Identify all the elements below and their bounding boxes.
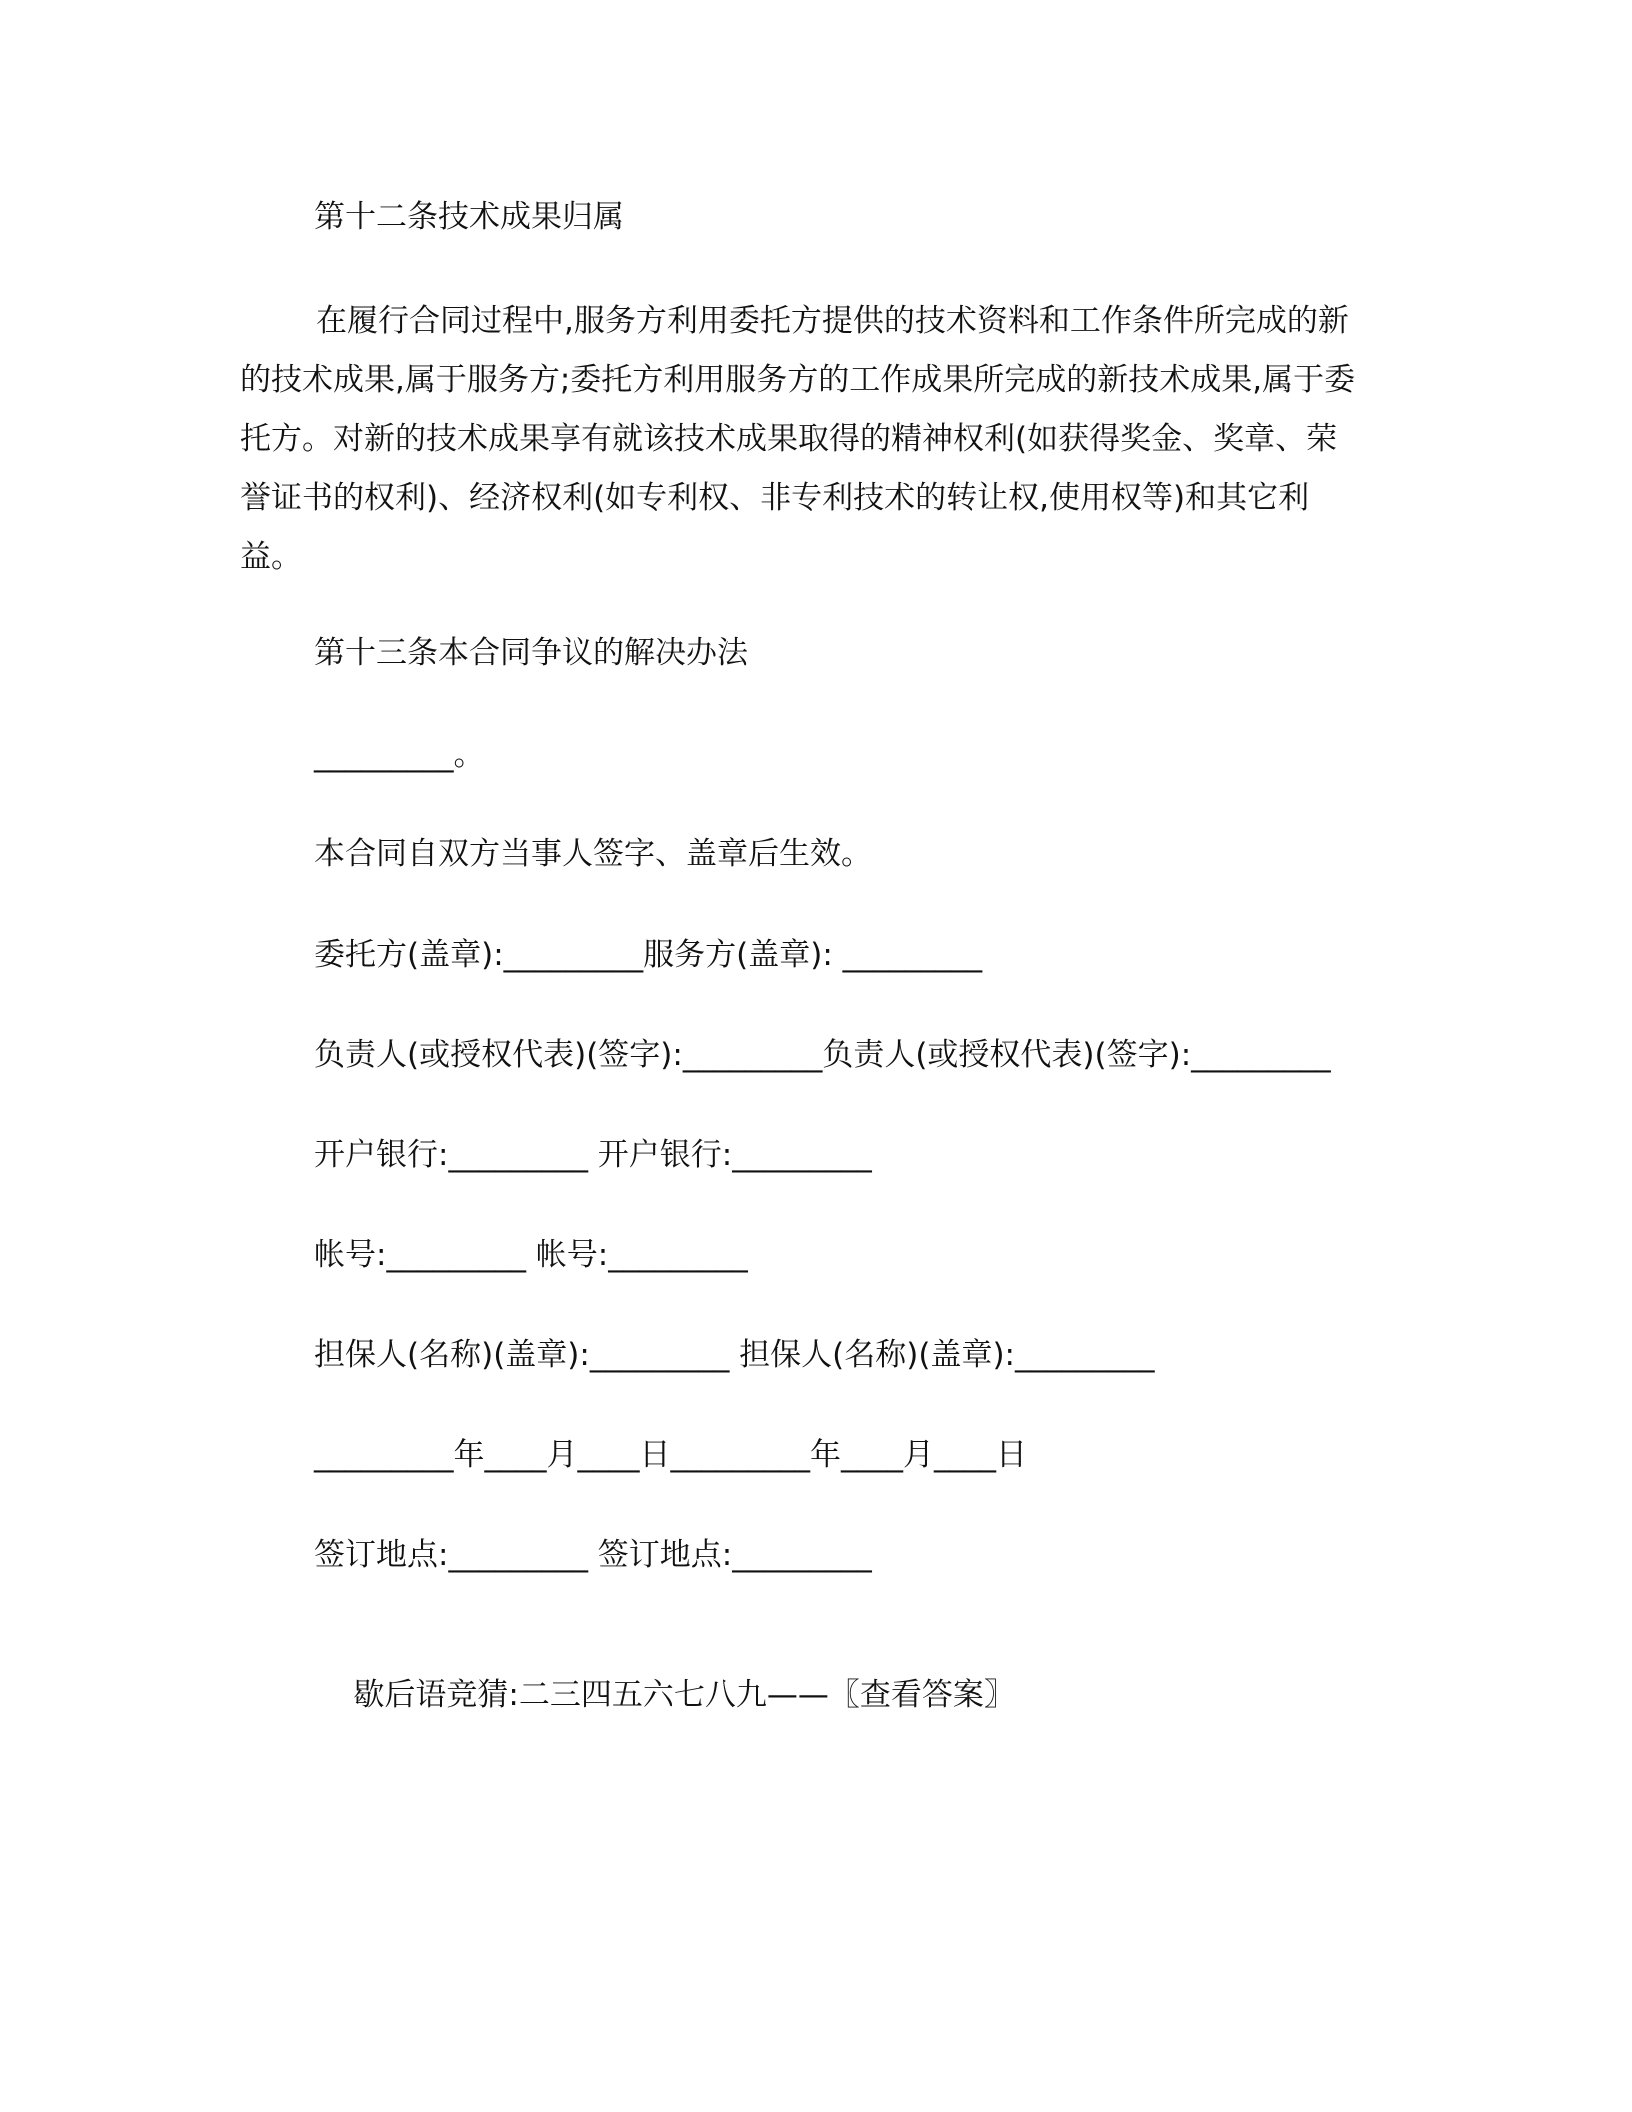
- article-12-paragraph: [240, 292, 1390, 587]
- paragraph-line: 的技术成果,属于服务方;委托方利用服务方的工作成果所完成的新技术成果,属于委: [240, 362, 1356, 398]
- view-answer-link[interactable]: 〖查看答案〗: [828, 1677, 1015, 1713]
- paragraph-line: 益。: [240, 539, 302, 575]
- article-13-heading: 第十三条本合同争议的解决办法: [314, 635, 748, 671]
- signing-place-line: 签订地点:_________ 签订地点:_________: [314, 1537, 872, 1573]
- riddle-line: [314, 1635, 1015, 1755]
- paragraph-line: 托方。对新的技术成果享有就该技术成果取得的精神权利(如获得奖金、奖章、荣: [240, 421, 1338, 457]
- dispute-resolution-blank: _________。: [314, 737, 485, 773]
- guarantor-line: 担保人(名称)(盖章):_________ 担保人(名称)(盖章):_________: [314, 1337, 1155, 1373]
- account-line: 帐号:_________ 帐号:_________: [314, 1237, 748, 1273]
- bank-line: 开户银行:_________ 开户银行:_________: [314, 1137, 872, 1173]
- riddle-text: 歇后语竞猜:二三四五六七八九——: [353, 1677, 829, 1713]
- representatives-signature-line: 负责人(或授权代表)(签字):_________负责人(或授权代表)(签字):_________: [314, 1037, 1331, 1073]
- effective-clause: 本合同自双方当事人签字、盖章后生效。: [314, 836, 872, 872]
- paragraph-line: 在履行合同过程中,服务方利用委托方提供的技术资料和工作条件所完成的新: [316, 303, 1349, 339]
- parties-seal-line: 委托方(盖章):_________服务方(盖章): _________: [314, 937, 983, 973]
- date-line: _________年____月____日_________年____月____日: [314, 1437, 1027, 1473]
- paragraph-line: 誉证书的权利)、经济权利(如专利权、非专利技术的转让权,使用权等)和其它利: [240, 480, 1310, 516]
- article-12-heading: 第十二条技术成果归属: [314, 199, 624, 235]
